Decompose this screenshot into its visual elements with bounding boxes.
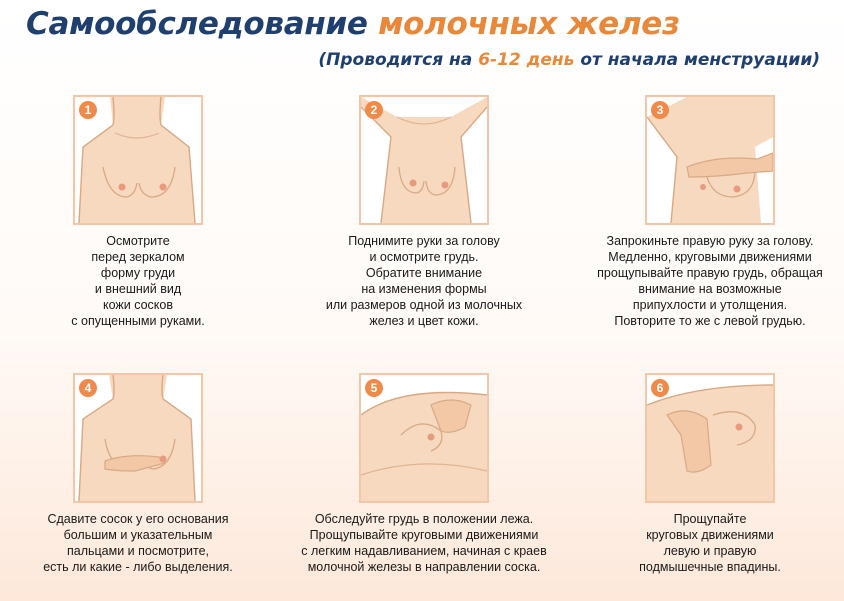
step-badge: 1 bbox=[79, 101, 97, 119]
step-4-illustration bbox=[73, 373, 203, 503]
step-5-description: Обследуйте грудь в положении лежа. Прощупывайте круговыми движениями с легким надавливанием, начиная с краев молочной железы в направлении соска. bbox=[301, 512, 547, 574]
page-title bbox=[26, 6, 680, 42]
step-3-description: Запрокиньте правую руку за голову. Медленно, круговыми движениями прощупывайте правую грудь, обращая внимание на возможные припухлости и утолщения. Повторите то же с левой грудью. bbox=[597, 234, 823, 328]
step-badge: 6 bbox=[651, 379, 669, 397]
step-6-description: Прощупайте круговых движениями левую и правую подмышечные впадины. bbox=[639, 512, 781, 574]
step-2 bbox=[294, 95, 554, 329]
step-2-illustration bbox=[359, 95, 489, 225]
title-main: Самообследование bbox=[26, 6, 368, 42]
step-badge: 2 bbox=[365, 101, 383, 119]
subtitle-after: от начала менструации) bbox=[580, 50, 820, 70]
step-1 bbox=[8, 95, 268, 329]
title-accent: молочных желез bbox=[378, 6, 680, 42]
page-subtitle bbox=[318, 50, 820, 70]
subtitle-accent: 6-12 день bbox=[478, 50, 575, 70]
step-1-illustration bbox=[73, 95, 203, 225]
step-4-description: Сдавите сосок у его основания большим и указательным пальцами и посмотрите, есть ли какие - либо выделения. bbox=[43, 512, 233, 574]
step-badge: 4 bbox=[79, 379, 97, 397]
step-2-description: Поднимите руки за голову и осмотрите грудь. Обратите внимание на изменения формы или размеров одной из молочных желез и цвет кожи. bbox=[325, 234, 523, 328]
step-5 bbox=[294, 373, 554, 575]
step-3-illustration bbox=[645, 95, 775, 225]
step-6 bbox=[580, 373, 840, 575]
step-6-illustration bbox=[645, 373, 775, 503]
step-1-description: Осмотрите перед зеркалом форму груди и внешний вид кожи сосков с опущенными руками. bbox=[71, 234, 205, 328]
subtitle-before: (Проводится на bbox=[318, 50, 473, 70]
step-4 bbox=[8, 373, 268, 575]
step-3 bbox=[580, 95, 840, 329]
step-badge: 3 bbox=[651, 101, 669, 119]
step-badge: 5 bbox=[365, 379, 383, 397]
step-5-illustration bbox=[359, 373, 489, 503]
